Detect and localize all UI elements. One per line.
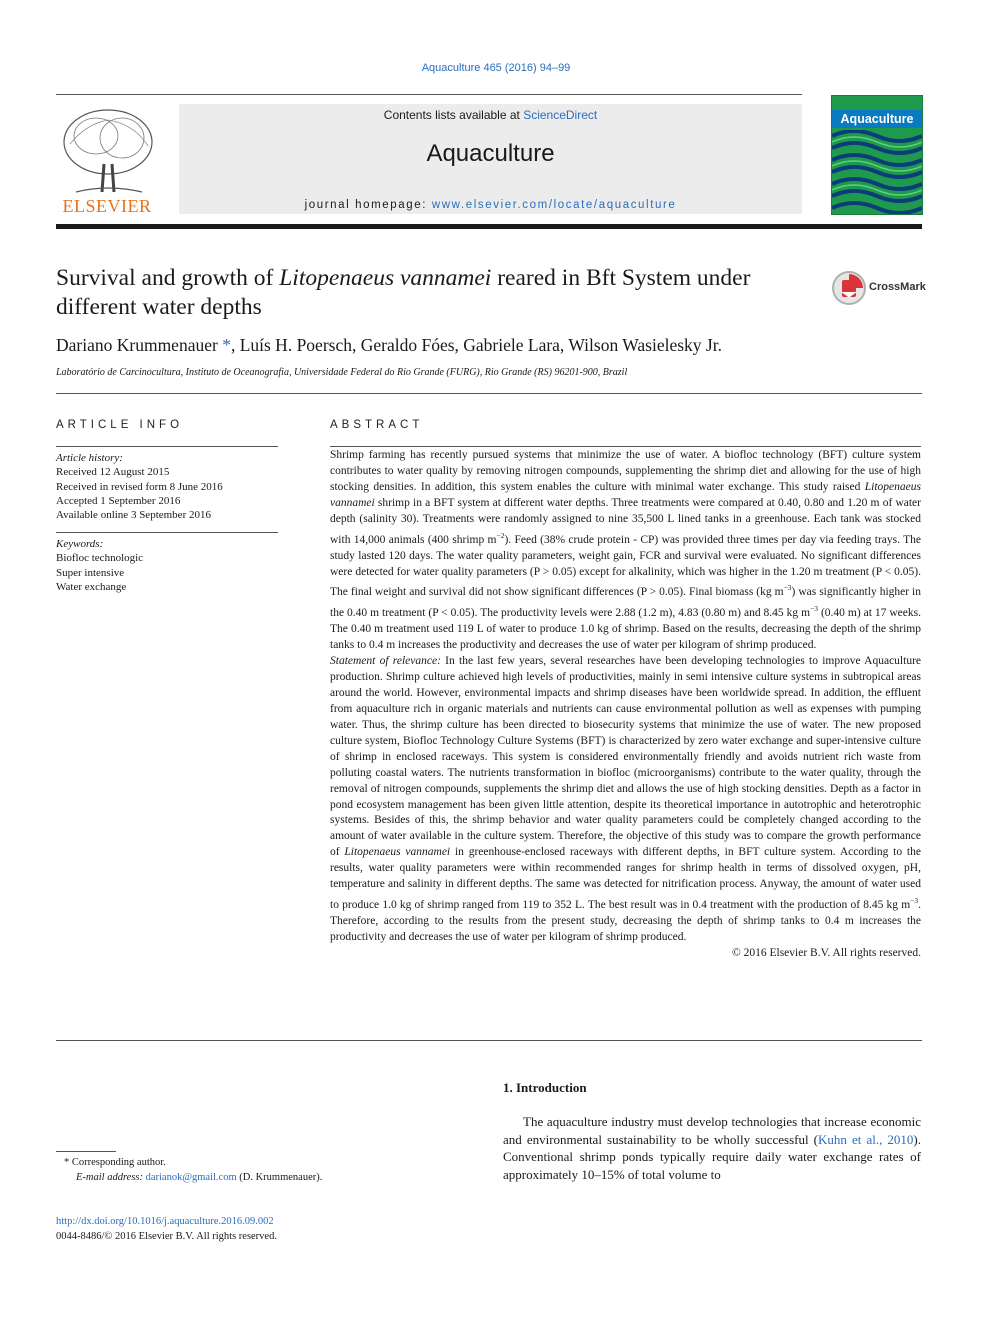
cover-wave-icon	[832, 130, 922, 214]
author-list	[56, 335, 916, 356]
article-info-rule	[56, 446, 278, 447]
keywords	[56, 537, 278, 594]
journal-citation[interactable]: Aquaculture 465 (2016) 94–99	[421, 62, 571, 74]
elsevier-wordmark: ELSEVIER	[62, 196, 152, 216]
abstract-bottom-rule	[56, 1040, 922, 1041]
author-email-link[interactable]: darianok@gmail.com	[145, 1172, 237, 1183]
masthead-rule	[56, 224, 922, 229]
cover-title: Aquaculture	[832, 110, 922, 128]
crossmark-label: CrossMark	[869, 281, 926, 293]
contents-prefix: Contents lists available at	[383, 108, 524, 122]
other-authors: , Luís H. Poersch, Geraldo Fóes, Gabriele Lara, Wilson Wasielesky Jr.	[230, 335, 722, 355]
journal-banner	[179, 104, 802, 214]
history-received: Received 12 August 2015	[56, 466, 170, 479]
contents-line	[179, 108, 802, 122]
journal-cover[interactable]	[831, 95, 923, 215]
doi-link[interactable]: http://dx.doi.org/10.1016/j.aquaculture.2016.09.002	[56, 1216, 274, 1227]
header-divider	[56, 94, 802, 95]
intro-text: The aquaculture industry must develop technologies that increase economic and environmental sustainability to be wholly successful (Kuhn et al., 2010). Conventional shrimp ponds typically require daily water exchange rates of approximately 10–15% of total volume to	[503, 1114, 922, 1182]
corresponding-author-link[interactable]: *	[222, 335, 231, 355]
homepage-label: journal homepage:	[304, 199, 432, 211]
article-title	[56, 264, 796, 322]
abstract-body	[330, 448, 921, 962]
journal-name: Aquaculture	[426, 140, 555, 167]
kuhn-reference-link[interactable]: Kuhn et al., 2010	[818, 1131, 914, 1147]
title-part2: reared in Bft System under different water depths	[56, 265, 751, 320]
title-part1: Survival and growth of	[56, 265, 280, 291]
history-accepted: Accepted 1 September 2016	[56, 494, 181, 507]
affiliation: Laboratório de Carcinocultura, Instituto de Oceanografia, Universidade Federal do Rio Grande (FURG), Rio Grande (RS) 96201-900, Brazil	[56, 367, 628, 378]
homepage-link[interactable]: www.elsevier.com/locate/aquaculture	[431, 199, 677, 211]
relevance-label: Statement of relevance:	[330, 654, 441, 667]
history-online: Available online 3 September 2016	[56, 509, 211, 522]
corresponding-note: * Corresponding author.	[64, 1157, 166, 1168]
intro-heading: 1. Introduction	[503, 1080, 587, 1095]
relevance-paragraph: Statement of relevance: In the last few years, several researches have been developing technologies to improve Aquaculture production. Shrimp culture achieved high levels of productivities, mainly in semi intensive culture systems in subtropical areas around the world. However, environmental impacts and shrimp diseases have been worldwide spread. In addition, the effluent from aquaculture rich in organic materials and nutrients can cause environmental pollution as well as expenses with pumping water. Thus, the shrimp culture has been directed to biosecurity systems that minimize the use of water. The new proposed culture system, Biofloc Technology Culture Systems (BFT) is characterized by zero water exchange and super-intensive culture of shrimp in enclosed raceways. This system is considered environmentally friendly and avoids nutrient rich waste from polluting coastal waters. The nutrients transformation in biofloc (microorganisms) contribute to the water quality, through the removal of nitrogen compounds, supplements the shrimp diet and allows the use of high stocking densities. Depth as a factor in pond ecosystem management has been given little attention, despite its theoretical importance in autotrophic and heterotrophic systems. Besides of this, the shrimp behavior and water quality parameters could be completely changed according to the amount of water available in the culture system. Therefore, the objective of this study was to compare the growth performance of Litopenaeus vannamei in greenhouse-enclosed raceways with different depths, in BFT culture system. According to the results, water quality parameters were within recommended ranges for shrimp health in terms of dissolved oxygen, pH, temperature and salinity in different depths. The same was detected for nitrification process. Anyway, the amount of water used to produce 1.0 kg of shrimp ranged from 119 to 352 L. The best result was in 0.4 treatment with the production of 8.45 kg $m^{-3}$. Therefore, according to the results from the present study, decreasing the depth of shrimp tanks to 0.4 m increases the productivity and decreases the use of water per kilogram of shrimp produced.	[330, 654, 922, 943]
affiliation-divider	[56, 393, 922, 394]
elsevier-logo	[56, 104, 158, 216]
sciencedirect-link[interactable]: ScienceDirect	[523, 108, 598, 122]
keywords-rule	[56, 532, 278, 533]
first-author: Dariano Krummenauer	[56, 335, 223, 355]
abstract-heading: ABSTRACT	[330, 419, 424, 431]
copyright: © 2016 Elsevier B.V. All rights reserved.	[732, 946, 921, 959]
keywords-label: Keywords:	[56, 538, 104, 550]
title-species: Litopenaeus vannamei	[279, 265, 492, 291]
footnote-rule	[56, 1151, 116, 1152]
journal-homepage	[179, 199, 802, 211]
history-label: Article history:	[56, 452, 123, 464]
email-note: E-mail address: darianok@gmail.com (D. Krummenauer).	[76, 1172, 323, 1183]
article-info-heading: ARTICLE INFO	[56, 419, 184, 431]
abstract-rule	[330, 446, 921, 447]
issn-line: 0044-8486/© 2016 Elsevier B.V. All rights reserved.	[56, 1230, 277, 1242]
article-history	[56, 451, 278, 522]
keyword-item: Water exchange	[56, 580, 127, 593]
doi-block	[56, 1215, 476, 1244]
crossmark-badge[interactable]	[831, 270, 931, 306]
history-revised: Received in revised form 8 June 2016	[56, 480, 223, 493]
keyword-item: Super intensive	[56, 566, 125, 579]
crossmark-icon	[831, 270, 867, 306]
keyword-item: Biofloc technologic	[56, 552, 144, 565]
footnote	[56, 1155, 456, 1185]
abstract-paragraph: Shrimp farming has recently pursued systems that minimize the use of water. A biofloc technology (BFT) culture system contributes to water quality by removing nitrogen compounds, supplementing the shrimp diet and allowing for the use of high stocking densities. In addition, this system enables the culture with minimal water exchange. This study raised Litopenaeus vannamei shrimp in a BFT system at different water depths. Three treatments were compared at 0.40, 0.80 and 1.20 m of water depth (salinity 30). Treatments were randomly assigned to nine 35,500 L lined tanks in a greenhouse. Each tank was stocked with 14,000 animals (400 shrimp $m^{-2}$). Feed (38% crude protein - CP) was provided three times per day via feeding trays. The study lasted 120 days. The water quality parameters, weight gain, FCR and survival were evaluated. No significant differences were detected for water quality parameters (P > 0.05) except for alkalinity, which was higher in the 1.20 m treatment (P < 0.05). The final weight and survival did not show significant differences (P > 0.05). Final biomass (kg $m^{-3}$) was significantly higher in the 0.40 m treatment (P < 0.05). The productivity levels were 2.88 (1.2 m), 4.83 (0.80 m) and 8.45 kg $m^{-3}$ (0.40 m) at 17 weeks. The 0.40 m treatment used 119 L of water to produce 1.0 kg of shrimp. Based on the results, decreasing the depth of the shrimp tanks to 0.4 m increases the productivity and decreases the use of water per kilogram of shrimp produced.	[330, 449, 922, 651]
